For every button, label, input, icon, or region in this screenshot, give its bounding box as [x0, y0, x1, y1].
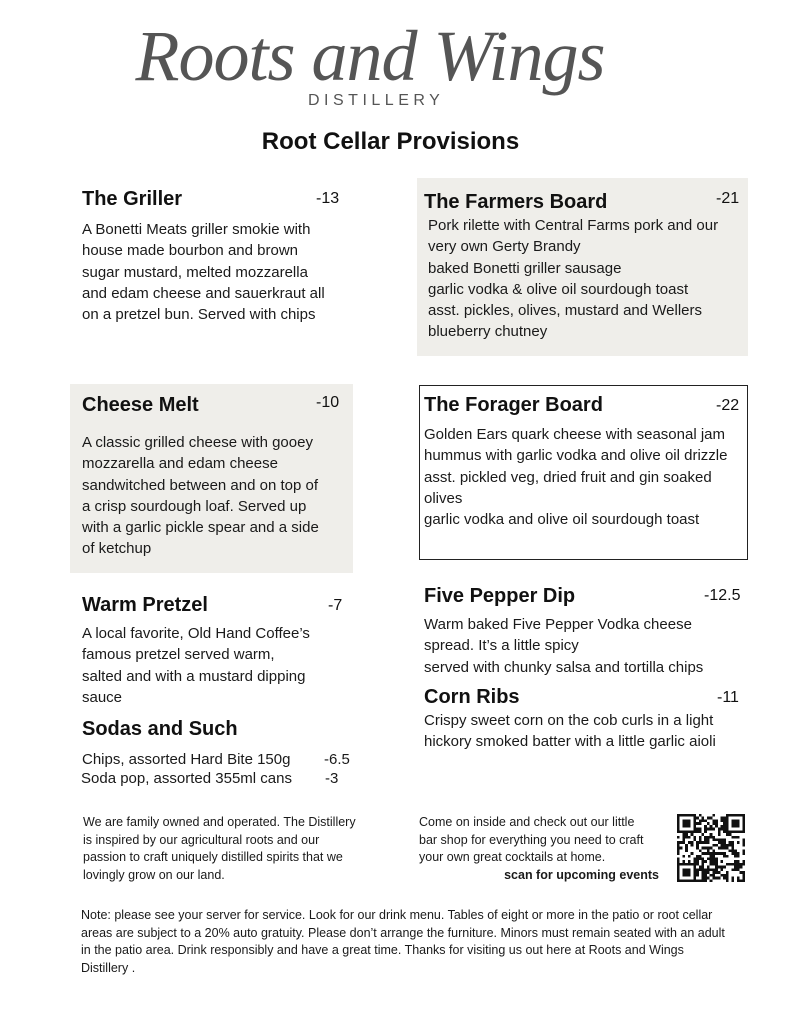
description-line: salted and with a mustard dipping — [82, 667, 306, 685]
sodas-title: Sodas and Such — [82, 718, 238, 740]
farmers-board-description — [428, 215, 718, 343]
note-line: Distillery . — [81, 960, 136, 975]
forager-board-price: -22 — [716, 397, 740, 414]
cheese-melt-name: Cheese Melt — [82, 394, 199, 416]
about-text — [83, 814, 356, 884]
description-line: house made bourbon and brown — [82, 242, 298, 260]
soda-item-price: -6.5 — [324, 751, 350, 768]
about-line: is inspired by our agricultural roots and our — [83, 832, 320, 847]
description-line: mozzarella and edam cheese — [82, 455, 278, 473]
description-line: hummus with garlic vodka and olive oil drizzle — [424, 447, 728, 465]
shop-text — [419, 814, 659, 884]
description-line: very own Gerty Brandy — [428, 238, 581, 256]
description-line: a crisp sourdough loaf. Served up — [82, 497, 307, 515]
description-line: sauce — [82, 688, 123, 706]
distillery-logo — [100, 8, 640, 126]
soda-item-name: Soda pop, assorted 355ml cans — [81, 770, 292, 787]
about-line: lovingly grow on our land. — [83, 867, 225, 882]
description-line: served with chunky salsa and tortilla chips — [424, 658, 704, 676]
five-pepper-dip-price: -12.5 — [704, 587, 741, 604]
shop-line: bar shop for everything you need to craft — [419, 832, 644, 847]
corn-ribs-name: Corn Ribs — [424, 686, 520, 708]
note-line: Note: please see your server for service. Look for our drink menu. Tables of eight or more in the patio or root cellar — [81, 908, 713, 922]
description-line: Golden Ears quark cheese with seasonal jam — [424, 426, 725, 443]
warm-pretzel-price: -7 — [328, 597, 343, 614]
shop-line: Come on inside and check out our little — [419, 815, 635, 829]
description-line: on a pretzel bun. Served with chips — [82, 306, 316, 324]
description-line: sugar mustard, melted mozzarella — [82, 263, 308, 281]
description-line: asst. pickled veg, dried fruit and gin soaked — [424, 468, 712, 486]
forager-board-description — [424, 424, 727, 530]
note-line: areas are subject to a 20% auto gratuity. Please don’t arrange the furniture. Minors must remain seated with an adult — [81, 925, 725, 940]
description-line: A classic grilled cheese with gooey — [82, 434, 313, 451]
description-line: Pork rilette with Central Farms pork and our — [428, 217, 719, 234]
corn-ribs-price: -11 — [717, 689, 739, 706]
griller-name: The Griller — [82, 188, 183, 210]
page-title: Root Cellar Provisions — [261, 128, 520, 155]
description-line: famous pretzel served warm, — [82, 646, 275, 664]
description-line: baked Bonetti griller sausage — [428, 259, 622, 277]
description-line: blueberry chutney — [428, 323, 548, 341]
description-line: and edam cheese and sauerkraut all — [82, 284, 325, 302]
shop-line: your own great cocktails at home. — [419, 850, 606, 864]
scan-events-label: scan for upcoming events — [504, 867, 659, 882]
farmers-board-name: The Farmers Board — [424, 191, 608, 213]
description-line: olives — [424, 489, 463, 507]
griller-description — [82, 219, 325, 325]
description-line: asst. pickles, olives, mustard and Wellers — [428, 302, 702, 320]
warm-pretzel-description — [82, 623, 310, 708]
description-line: spread. It’s a little spicy — [424, 637, 579, 655]
description-line: of ketchup — [82, 540, 152, 558]
service-note — [81, 907, 725, 977]
description-line: A local favorite, Old Hand Coffee’s — [82, 625, 310, 642]
about-line: We are family owned and operated. The Distillery — [83, 815, 356, 829]
description-line: with a garlic pickle spear and a side — [82, 519, 319, 537]
forager-board-name: The Forager Board — [424, 394, 603, 416]
note-line: in the patio area. Drink responsibly and have a great time. Thanks for visiting us out here at Roots and Wings — [81, 943, 684, 957]
description-line: hickory smoked batter with a little garlic aioli — [424, 733, 716, 751]
description-line: Warm baked Five Pepper Vodka cheese — [424, 616, 692, 633]
corn-ribs-description — [424, 710, 716, 753]
description-line: garlic vodka and olive oil sourdough toast — [424, 511, 700, 529]
cheese-melt-description — [82, 432, 319, 560]
cheese-melt-price: -10 — [316, 394, 340, 411]
five-pepper-dip-name: Five Pepper Dip — [424, 585, 576, 607]
logo-subtitle: DISTILLERY — [308, 92, 445, 109]
about-line: passion to craft uniquely distilled spirits that we — [83, 850, 343, 864]
logo-script-text: Roots and Wings — [135, 16, 605, 96]
description-line: Crispy sweet corn on the cob curls in a light — [424, 712, 714, 729]
five-pepper-dip-description — [424, 614, 703, 678]
soda-item-price: -3 — [325, 770, 339, 787]
description-line: garlic vodka & olive oil sourdough toast — [428, 280, 689, 298]
qr-code-icon[interactable] — [677, 814, 745, 882]
description-line: A Bonetti Meats griller smokie with — [82, 221, 311, 238]
griller-price: -13 — [316, 190, 340, 207]
warm-pretzel-name: Warm Pretzel — [82, 594, 208, 616]
description-line: sandwitched between and on top of — [82, 476, 319, 494]
farmers-board-price: -21 — [716, 190, 740, 207]
soda-item-name: Chips, assorted Hard Bite 150g — [82, 751, 291, 768]
